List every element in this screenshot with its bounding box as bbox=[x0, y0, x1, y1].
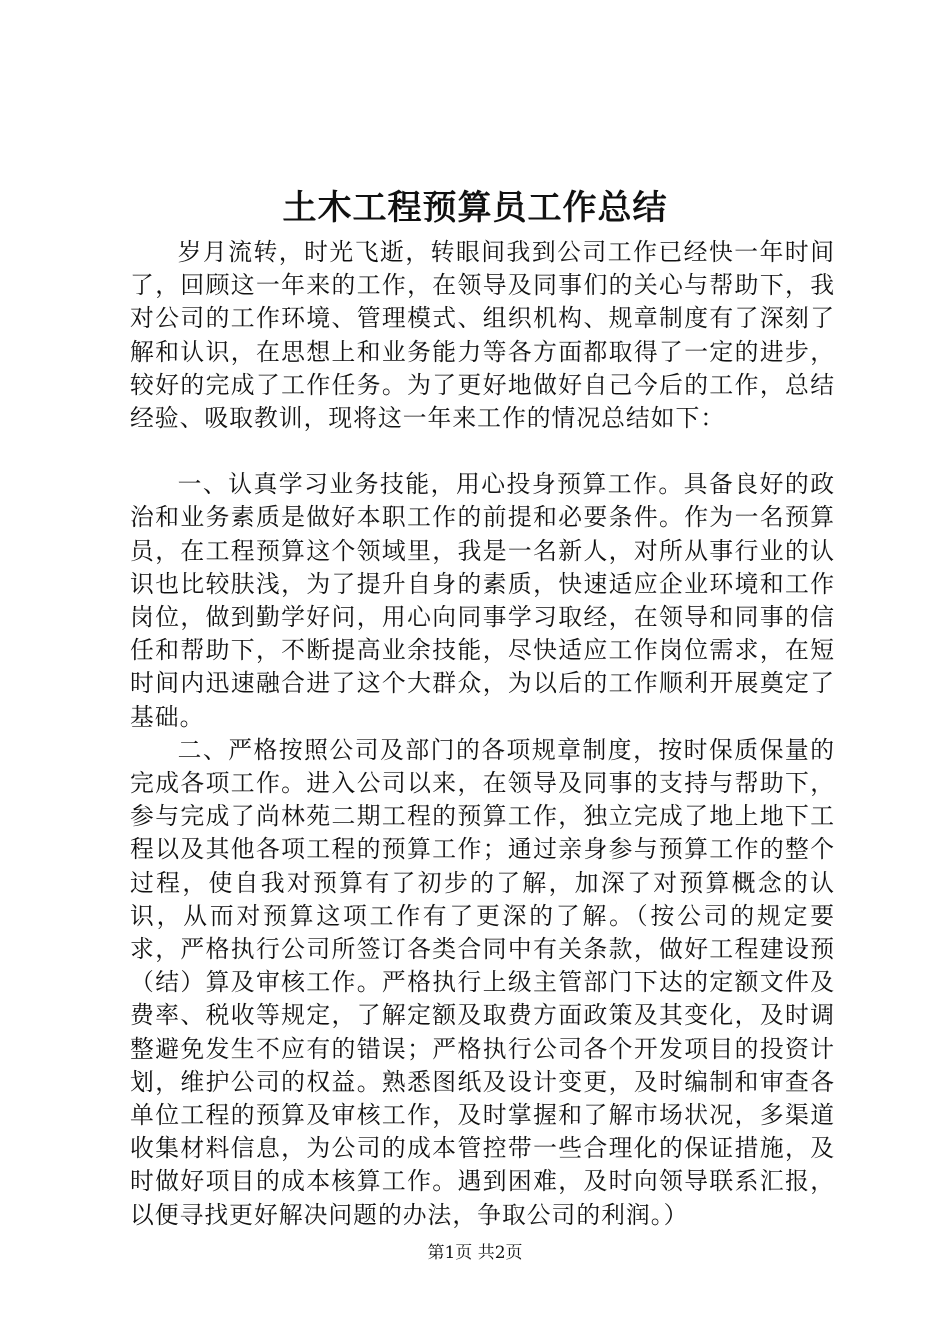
document-body bbox=[130, 236, 835, 1232]
paragraph-section-2: 二、严格按照公司及部门的各项规章制度，按时保质保量的完成各项工作。进入公司以来，在领导及同事的支持与帮助下，参与完成了尚林苑二期工程的预算工作，独立完成了地上地下工程以及其他各项工程的预算工作；通过亲身参与预算工作的整个过程，使自我对预算有了初步的了解，加深了对预算概念的认识，从而对预算这项工作有了更深的了解。（按公司的规定要求，严格执行公司所签订各类合同中有关条款，做好工程建设预（结）算及审核工作。严格执行上级主管部门下达的定额文件及费率、税收等规定，了解定额及取费方面政策及其变化，及时调整避免发生不应有的错误；严格执行公司各个开发项目的投资计划，维护公司的权益。熟悉图纸及设计变更，及时编制和审查各单位工程的预算及审核工作，及时掌握和了解市场状况，多渠道收集材料信息，为公司的成本管控带一些合理化的保证措施，及时做好项目的成本核算工作。遇到困难，及时向领导联系汇报，以便寻找更好解决问题的办法，争取公司的利润。） bbox=[130, 735, 835, 1229]
paragraph-section-1: 一、认真学习业务技能，用心投身预算工作。具备良好的政治和业务素质是做好本职工作的前提和必要条件。作为一名预算员，在工程预算这个领域里，我是一名新人，对所从事行业的认识也比较肤浅，为了提升自身的素质，快速适应企业环境和工作岗位，做到勤学好问，用心向同事学习取经，在领导和同事的信任和帮助下，不断提高业余技能，尽快适应工作岗位需求，在短时间内迅速融合进了这个大群众，为以后的工作顺利开展奠定了基础。 bbox=[130, 470, 835, 731]
paragraph-intro: 岁月流转，时光飞逝，转眼间我到公司工作已经快一年时间了，回顾这一年来的工作，在领导及同事们的关心与帮助下，我对公司的工作环境、管理模式、组织机构、规章制度有了深刻了解和认识，在思想上和业务能力等各方面都取得了一定的进步，较好的完成了工作任务。为了更好地做好自己今后的工作，总结经验、吸取教训，现将这一年来工作的情况总结如下： bbox=[130, 238, 835, 433]
page-number-footer: 第1页 共2页 bbox=[427, 1243, 523, 1263]
document-title: 土木工程预算员工作总结 bbox=[282, 188, 668, 228]
